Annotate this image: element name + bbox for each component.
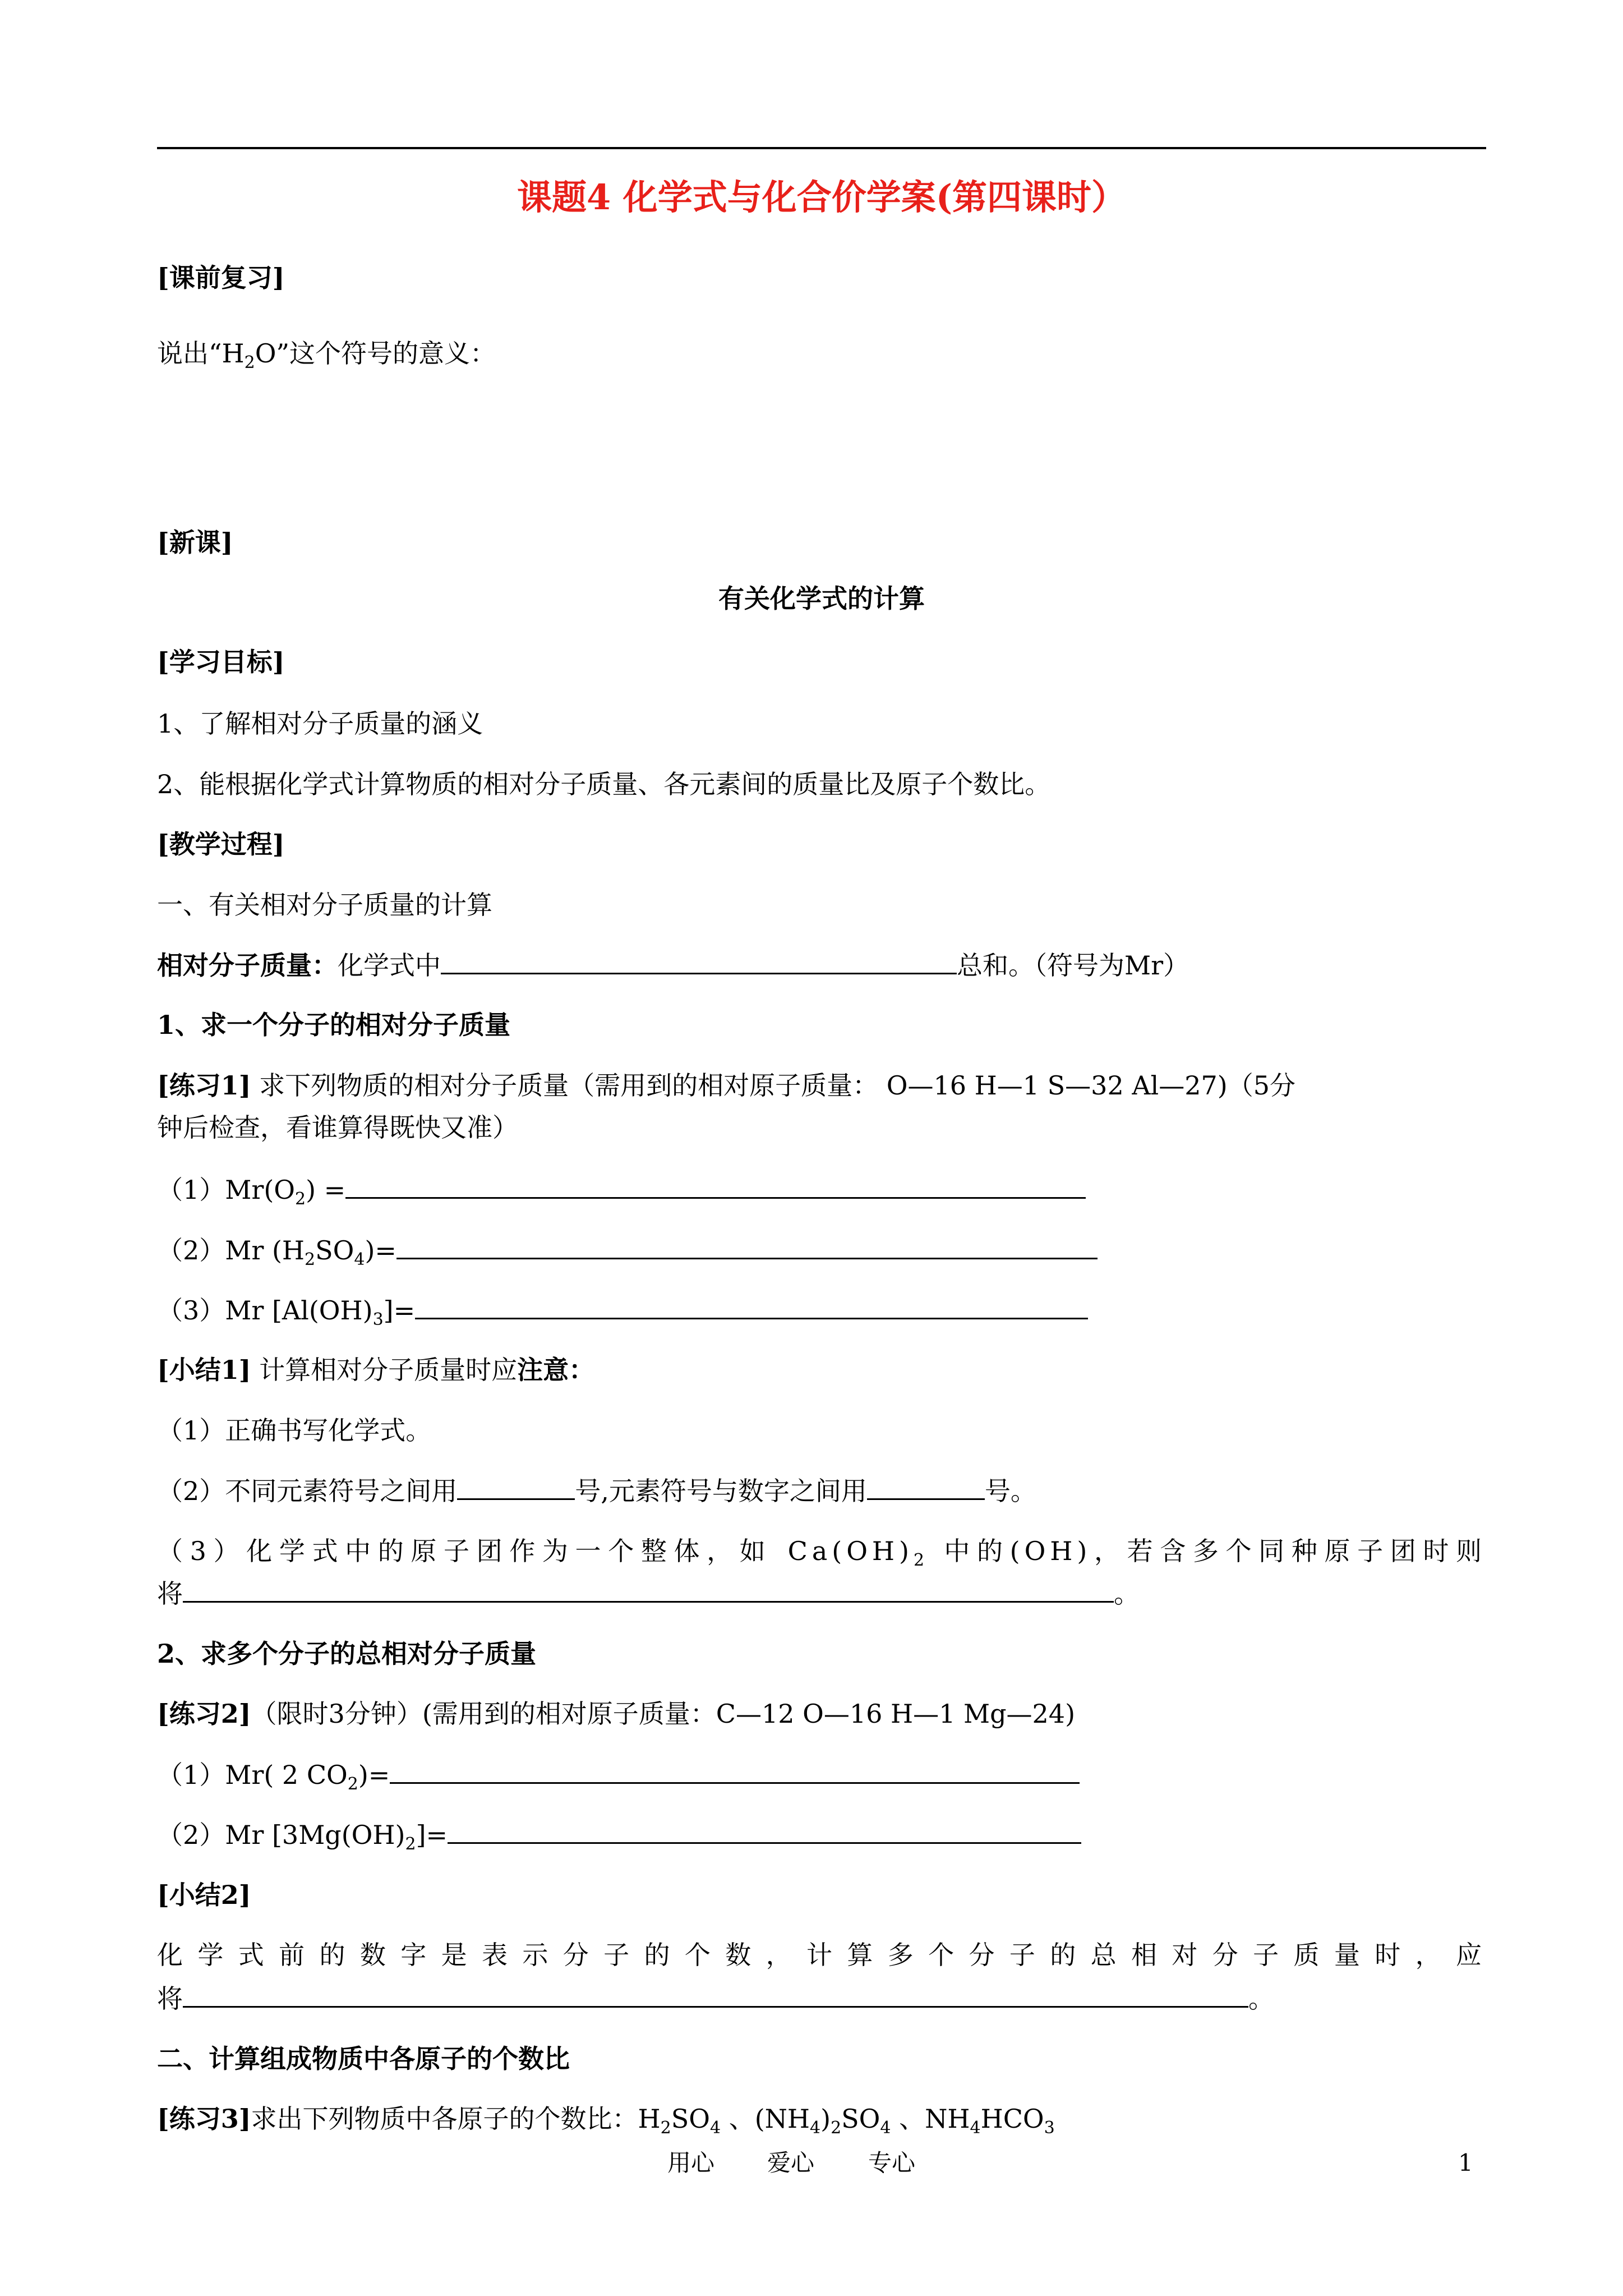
summary-1-item-3-line-1: （3）化学式中的原子团作为一个整体，如 $Ca(OH)_2$ 中的(OH)，若含多个同种原子团时则 [157,1536,1487,1571]
summary-1-item-3-line-2: 将 。 [157,1576,1140,1611]
answer-blank[interactable] [345,1172,1086,1199]
summary-1-line: [小结1] 计算相对分子质量时应注意： [157,1355,595,1385]
exercise-1-item-3: （3）Mr $[Al(OH)_3]=$ [157,1293,1088,1327]
summary-2-line-2: 将 。 [157,1981,1274,2016]
exercise-1-line-2: 钟后检查，看谁算得既快又准） [157,1112,518,1143]
summary-1-item-1: （1）正确书写化学式。 [157,1415,432,1446]
definition-blank[interactable] [441,948,957,974]
answer-blank[interactable] [390,1757,1080,1784]
answer-blank[interactable] [867,1474,985,1500]
page-number: 1 [1458,2149,1473,2177]
exercise-2-item-2: （2）Mr $[3Mg(OH)_2]=$ [157,1818,1081,1852]
process-heading: [教学过程] [157,829,285,859]
answer-blank[interactable] [396,1233,1098,1259]
goals-heading: [学习目标] [157,647,285,677]
footer-text-3: 专心 [868,2149,916,2177]
footer-text-1: 用心 [667,2149,715,2177]
footer-text-2: 爱心 [767,2149,815,2177]
answer-blank[interactable] [448,1818,1081,1844]
summary-2-line-1: 化学式前的数字是表示分子的个数，计算多个分子的总相对分子质量时，应 [157,1940,1486,1970]
goal-item-2: 2、能根据化学式计算物质的相对分子质量、各元素间的质量比及原子个数比。 [157,769,1051,799]
section-2-heading: 二、计算组成物质中各原子的个数比 [157,2044,570,2074]
summary-2-heading: [小结2] [157,1880,251,1910]
subsection-2-heading: 2、求多个分子的总相对分子质量 [157,1639,537,1669]
definition-line: 相对分子质量：化学式中 总和。（符号为Mr） [157,948,1189,982]
exercise-3-line: [练习3]求出下列物质中各原子的个数比：$H_2SO_4$ 、$(NH_4)_2SO_4$ 、$NH_4HCO_3$ [157,2104,1055,2138]
top-rule [157,147,1486,149]
newlesson-heading: [新课] [157,527,233,558]
subsection-1-heading: 1、求一个分子的相对分子质量 [157,1010,511,1040]
exercise-1-item-1: $(1)Mr(O_2)$ = [157,1172,1086,1207]
review-question: 说出“$H_2O$”这个符号的意义： [157,338,496,373]
answer-blank[interactable] [183,1981,1248,2008]
review-heading: [课前复习] [157,263,285,293]
exercise-2-item-1: （1）Mr( 2 $CO_2)=$ [157,1757,1080,1792]
answer-blank[interactable] [183,1576,1114,1603]
section-subtitle: 有关化学式的计算 [718,583,925,614]
answer-blank[interactable] [457,1474,575,1500]
summary-1-item-2: （2）不同元素符号之间用 号,元素符号与数字之间用 号。 [157,1474,1036,1508]
section-1-heading: 一、有关相对分子质量的计算 [157,890,492,920]
exercise-1-item-2: （2）Mr $(H_2SO_4)=$ [157,1233,1098,1267]
answer-blank[interactable] [415,1293,1088,1319]
page-title: 课题4 化学式与化合价学案(第四课时） [517,177,1127,218]
exercise-2-line: [练习2]（限时3分钟）(需用到的相对原子质量：C—12 O—16 H—1 Mg—24) [157,1699,1076,1729]
goal-item-1: 1、了解相对分子质量的涵义 [157,708,483,739]
exercise-1-line-1: [练习1] 求下列物质的相对分子质量（需用到的相对原子质量： O—16 H—1 S—32 Al—27)（5分 [157,1070,1296,1101]
